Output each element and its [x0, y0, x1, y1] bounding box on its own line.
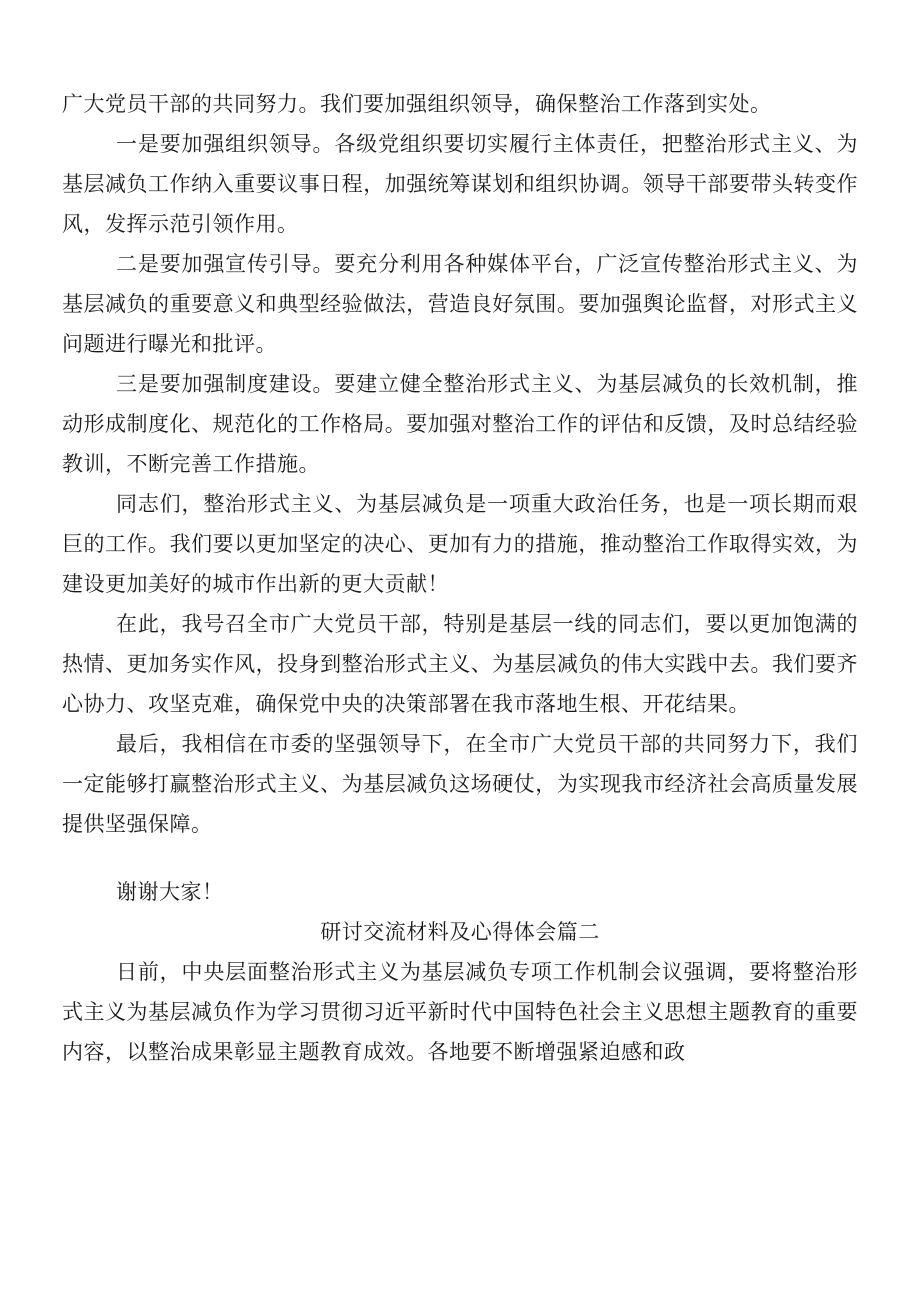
paragraph-institution-building: 三是要加强制度建设。要建立健全整治形式主义、为基层减负的长效机制，推动形成制度化、规范化的工作格局。要加强对整治工作的评估和反馈，及时总结经验教训，不断完善工作措施。 — [62, 372, 858, 476]
paragraph-continuation: 广大党员干部的共同努力。我们要加强组织领导，确保整治工作落到实处。 — [62, 92, 772, 116]
paragraph-call-to-action: 在此，我号召全市广大党员干部，特别是基层一线的同志们，要以更加饱满的热情、更加务实作风，投身到整治形式主义、为基层减负的伟大实践中去。我们要齐心协力、攻坚克难，确保党中央的决策部署在我市落地生根、开花结果。 — [62, 612, 858, 716]
paragraph-publicity-guidance: 二是要加强宣传引导。要充分利用各种媒体平台，广泛宣传整治形式主义、为基层减负的重要意义和典型经验做法，营造良好氛围。要加强舆论监督，对形式主义问题进行曝光和批评。 — [62, 252, 858, 356]
paragraph-comrades: 同志们，整治形式主义、为基层减负是一项重大政治任务，也是一项长期而艰巨的工作。我们要以更加坚定的决心、更加有力的措施，推动整治工作取得实效，为建设更加美好的城市作出新的更大贡献！ — [62, 492, 858, 596]
paragraph-thanks: 谢谢大家！ — [116, 880, 224, 904]
document-page — [62, 84, 858, 1072]
paragraph-organization-leadership: 一是要加强组织领导。各级党组织要切实履行主体责任，把整治形式主义、为基层减负工作纳入重要议事日程，加强统筹谋划和组织协调。领导干部要带头转变作风，发挥示范引领作用。 — [62, 132, 858, 236]
section-heading: 研讨交流材料及心得体会篇二 — [320, 920, 600, 944]
paragraph-section-two-intro: 日前，中央层面整治形式主义为基层减负专项工作机制会议强调，要将整治形式主义为基层减负作为学习贯彻习近平新时代中国特色社会主义思想主题教育的重要内容，以整治成果彰显主题教育成效。各地要不断增强紧迫感和政 — [62, 960, 858, 1064]
paragraph-conclusion: 最后，我相信在市委的坚强领导下，在全市广大党员干部的共同努力下，我们一定能够打赢整治形式主义、为基层减负这场硬仗，为实现我市经济社会高质量发展提供坚强保障。 — [62, 732, 858, 836]
